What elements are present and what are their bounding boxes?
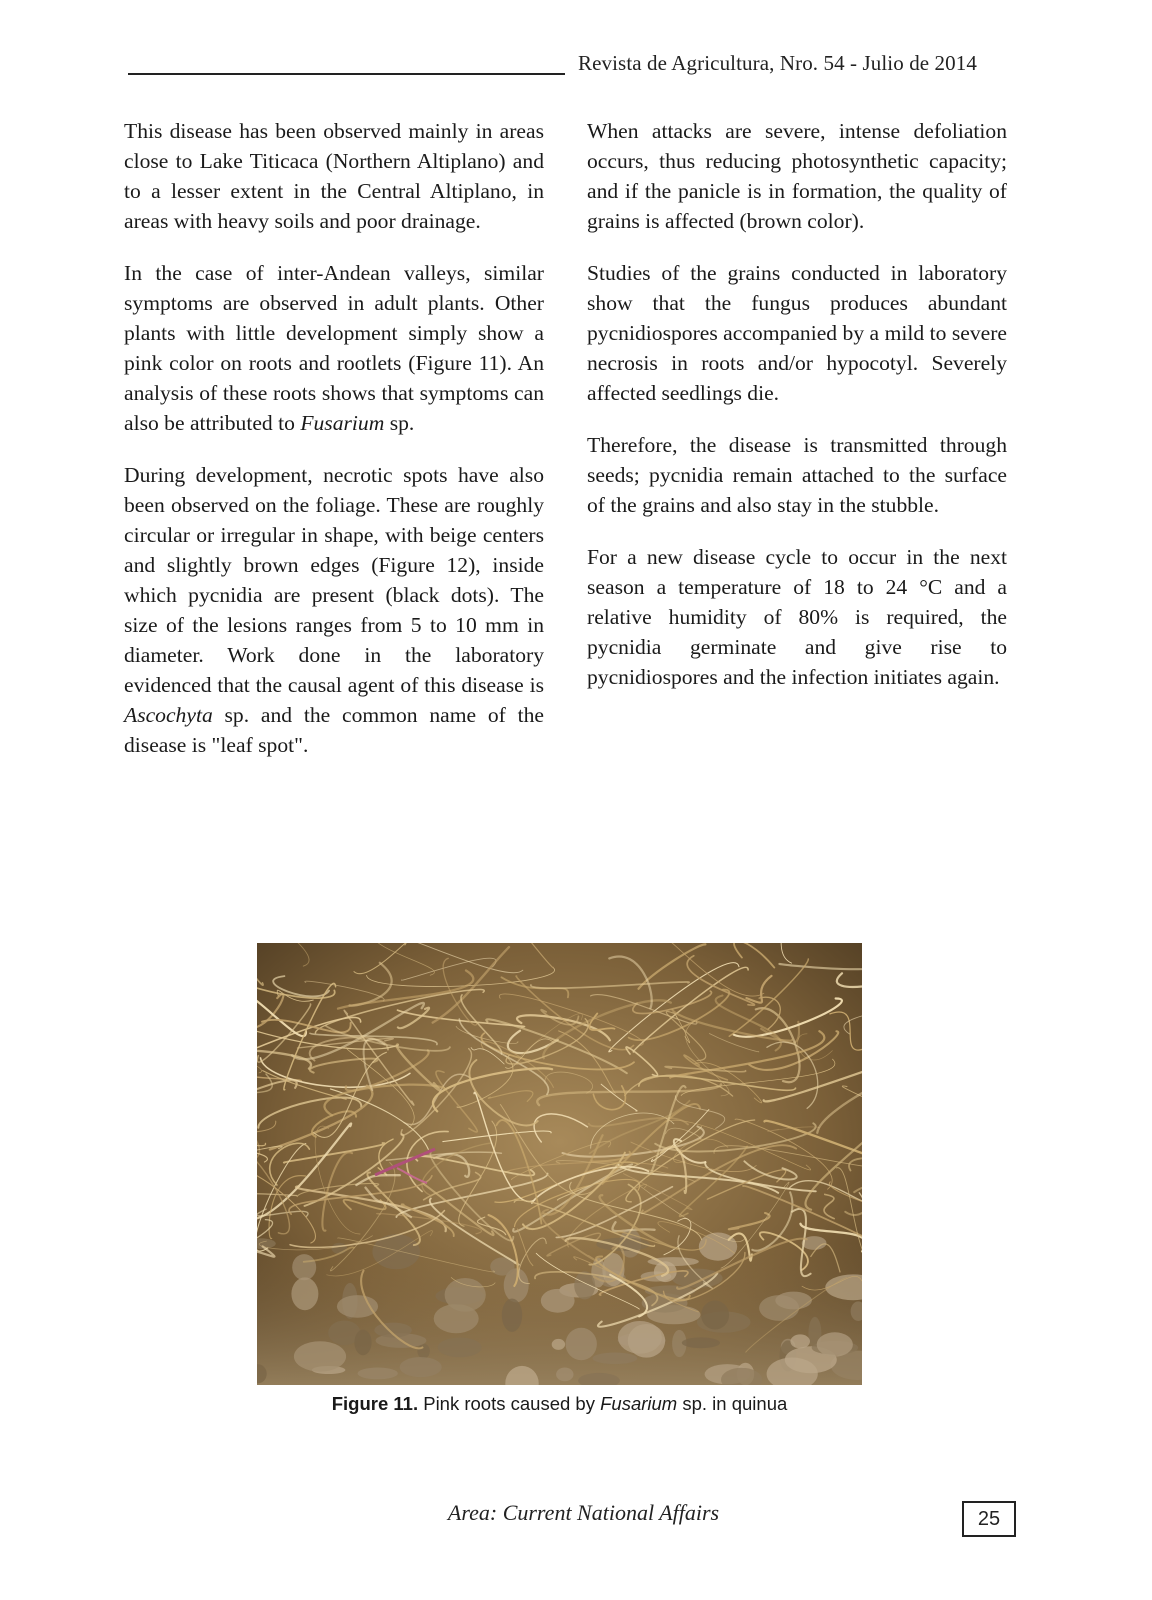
figure-label: Figure 11.	[331, 1393, 419, 1414]
journal-header: Revista de Agricultura, Nro. 54 - Julio de 2014	[578, 51, 977, 75]
left-column	[124, 116, 544, 782]
paragraph: For a new disease cycle to occur in the next season a temperature of 18 to 24 °C and a relative humidity of 80% is required, the pycnidia germinate and give rise to pycnidiospores and the infection initiates again.	[587, 545, 1007, 689]
italic-term: Ascochyta	[124, 703, 213, 727]
footer-section: Area: Current National Affairs	[447, 1500, 720, 1525]
right-column	[587, 116, 1007, 714]
paragraph: During development, necrotic spots have also been observed on the foliage. These are roughly circular or irregular in shape, with beige centers and slightly brown edges (Figure 12), inside which pycnidia are present (black dots). The size of the lesions ranges from 5 to 10 mm in diameter. Work done in the laboratory evidenced that the causal agent of this disease is Ascochyta sp. and the common name of the disease is "leaf spot".	[124, 463, 544, 757]
paragraph: In the case of inter-Andean valleys, similar symptoms are observed in adult plants. Other plants with little development simply show a pink color on roots and rootlets (Figure 11). An analysis of these roots shows that symptoms can also be attributed to Fusarium sp.	[124, 261, 544, 435]
paragraph: Therefore, the disease is transmitted through seeds; pycnidia remain attached to the surface of the grains and also stay in the stubble.	[587, 433, 1007, 517]
paragraph: Studies of the grains conducted in laboratory show that the fungus produces abundant pycnidiospores accompanied by a mild to severe necrosis in roots and/or hypocotyl. Severely affected seedlings die.	[587, 261, 1007, 405]
italic-term: Fusarium	[600, 1393, 678, 1414]
figure-photo-roots	[257, 943, 862, 1385]
paragraph: When attacks are severe, intense defoliation occurs, thus reducing photosynthetic capacity; and if the panicle is in formation, the quality of grains is affected (brown color).	[587, 119, 1007, 233]
figure-caption: Figure 11. Pink roots caused by Fusarium sp. in quinua	[331, 1393, 788, 1414]
paragraph: This disease has been observed mainly in areas close to Lake Titicaca (Northern Altiplano) and to a lesser extent in the Central Altiplano, in areas with heavy soils and poor drainage.	[124, 119, 544, 233]
header-rule	[128, 73, 565, 75]
italic-term: Fusarium	[300, 411, 385, 435]
page-number: 25	[962, 1501, 1016, 1537]
